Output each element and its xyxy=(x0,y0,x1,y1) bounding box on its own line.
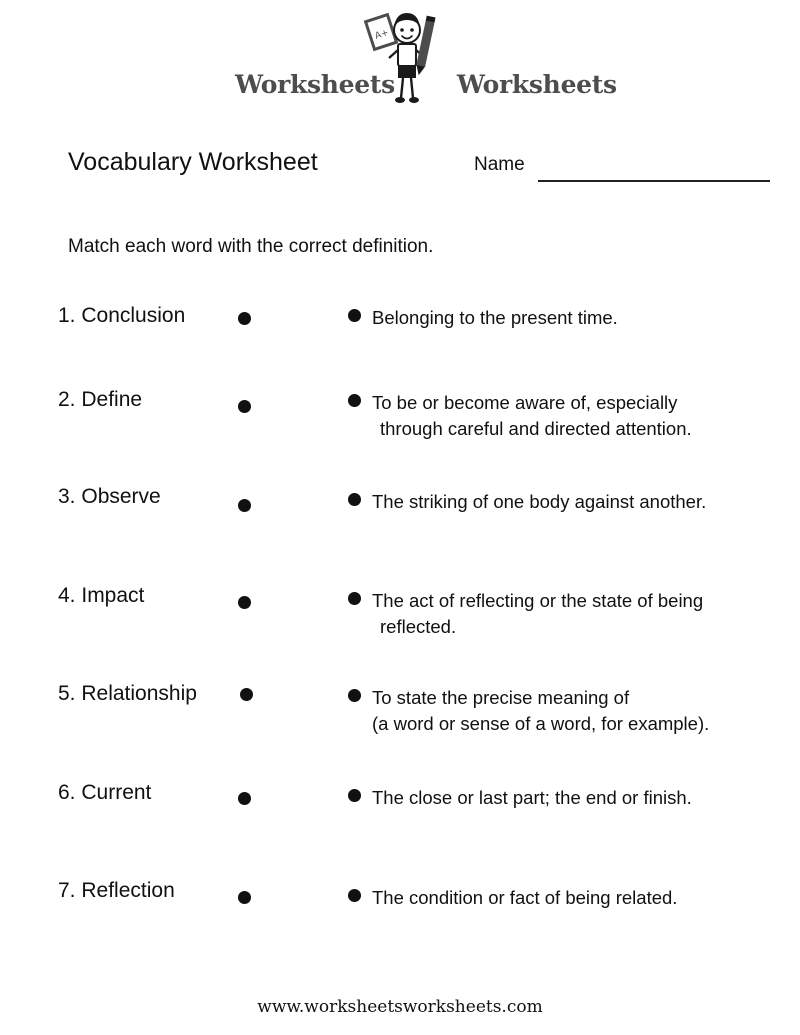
definition-6 xyxy=(372,785,792,811)
match-row xyxy=(0,572,800,671)
definition-line-2: through careful and directed attention. xyxy=(380,418,692,439)
term-number: 3. xyxy=(58,485,76,508)
logo-wordmark xyxy=(235,70,617,99)
term-dot-3[interactable] xyxy=(238,499,251,512)
term-dot-1[interactable] xyxy=(238,312,251,325)
definition-dot-2[interactable] xyxy=(348,394,361,407)
definition-line-1: The close or last part; the end or finish. xyxy=(372,787,692,808)
term-number: 6. xyxy=(58,781,76,804)
definition-line-1: Belonging to the present time. xyxy=(372,307,618,328)
term-label: Observe xyxy=(81,485,161,508)
definition-3 xyxy=(372,489,792,515)
match-row xyxy=(0,374,800,474)
definition-line-2: reflected. xyxy=(380,616,457,637)
definition-dot-5[interactable] xyxy=(348,689,361,702)
term-label: Conclusion xyxy=(81,304,186,327)
name-input-line[interactable] xyxy=(538,180,770,182)
term-number: 5. xyxy=(58,682,76,705)
definition-1 xyxy=(372,305,792,331)
site-logo xyxy=(0,8,800,128)
match-row xyxy=(0,474,800,572)
term-7 xyxy=(58,879,175,903)
definition-dot-4[interactable] xyxy=(348,592,361,605)
term-label: Current xyxy=(81,781,152,804)
term-dot-5[interactable] xyxy=(240,688,253,701)
match-row xyxy=(0,288,800,374)
definition-dot-3[interactable] xyxy=(348,493,361,506)
definition-2 xyxy=(372,390,792,442)
definition-dot-6[interactable] xyxy=(348,789,361,802)
svg-text:A+: A+ xyxy=(373,27,390,42)
matching-exercise xyxy=(0,288,800,959)
term-dot-4[interactable] xyxy=(238,596,251,609)
term-4 xyxy=(58,584,144,608)
term-6 xyxy=(58,781,151,805)
footer-url: www.worksheetsworksheets.com xyxy=(257,997,543,1017)
definition-dot-1[interactable] xyxy=(348,309,361,322)
term-number: 1. xyxy=(58,304,76,327)
definition-5 xyxy=(372,685,792,737)
instruction-text: Match each word with the correct definition. xyxy=(68,236,434,257)
definition-dot-7[interactable] xyxy=(348,889,361,902)
term-label: Reflection xyxy=(81,879,175,902)
term-2 xyxy=(58,388,142,412)
term-3 xyxy=(58,485,161,509)
term-number: 4. xyxy=(58,584,76,607)
term-5 xyxy=(58,682,197,706)
term-dot-2[interactable] xyxy=(238,400,251,413)
definition-line-1: The condition or fact of being related. xyxy=(372,887,678,908)
term-label: Define xyxy=(81,388,143,411)
name-label: Name xyxy=(474,154,525,175)
kid-with-book-and-pencil-icon xyxy=(363,8,443,118)
term-label: Relationship xyxy=(81,682,197,705)
definition-line-1: The act of reflecting or the state of being xyxy=(372,590,704,611)
definition-line-1: To state the precise meaning of xyxy=(372,687,630,708)
logo-word-left: Worksheets xyxy=(235,70,395,99)
term-dot-6[interactable] xyxy=(238,792,251,805)
definition-line-1: To be or become aware of, especially xyxy=(372,392,678,413)
term-number: 2. xyxy=(58,388,76,411)
term-number: 7. xyxy=(58,879,76,902)
match-row xyxy=(0,770,800,869)
definition-line-1: The striking of one body against another. xyxy=(372,491,707,512)
match-row xyxy=(0,869,800,959)
term-label: Impact xyxy=(81,584,145,607)
logo-word-right: Worksheets xyxy=(456,70,617,99)
definition-line-2: (a word or sense of a word, for example). xyxy=(372,713,710,734)
worksheet-header xyxy=(0,148,800,194)
definition-4 xyxy=(372,588,792,640)
term-dot-7[interactable] xyxy=(238,891,251,904)
definition-7 xyxy=(372,885,792,911)
match-row xyxy=(0,671,800,770)
term-1 xyxy=(58,304,185,328)
page-title: Vocabulary Worksheet xyxy=(68,148,318,176)
